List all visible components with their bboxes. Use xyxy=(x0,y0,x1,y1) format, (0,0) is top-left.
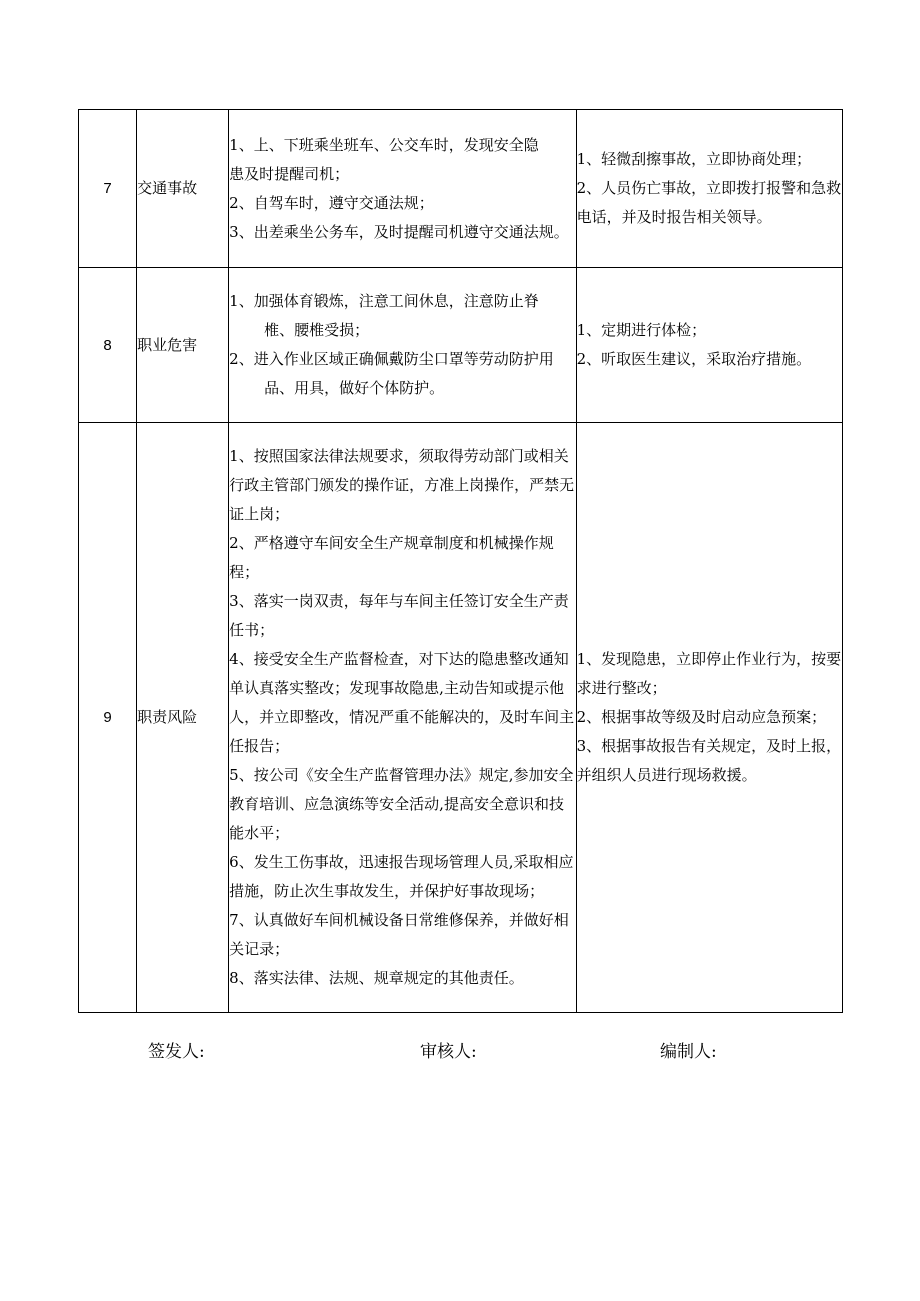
risk-category: 职责风险 xyxy=(137,423,229,1013)
measure-item: 2、进入作业区域正确佩戴防尘口罩等劳动防护用品、用具，做好个体防护。 xyxy=(229,350,554,397)
control-measures xyxy=(229,268,576,423)
response-item: 2、听取医生建议，采取治疗措施。 xyxy=(576,350,812,368)
table-row xyxy=(79,268,843,423)
measure-item: 4、接受安全生产监督检查，对下达的隐患整改通知单认真落实整改；发现事故隐患,主动告知或提示他人，并立即整改，情况严重不能解决的，及时车间主任报告； xyxy=(229,650,575,755)
response-item: 1、轻微刮擦事故，立即协商处理； xyxy=(576,150,812,168)
response-item: 2、人员伤亡事故，立即拨打报警和急救电话，并及时报告相关领导。 xyxy=(576,179,842,226)
signature-line xyxy=(0,1037,920,1067)
measure-item: 1、加强体育锻炼，注意工间休息，注意防止脊椎、腰椎受损； xyxy=(229,292,539,339)
row-number: 8 xyxy=(79,268,137,423)
measure-item: 2、自驾车时，遵守交通法规； xyxy=(229,193,434,212)
response-item: 3、根据事故报告有关规定，及时上报，并组织人员进行现场救援。 xyxy=(576,737,842,784)
measure-item: 7、认真做好车间机械设备日常维修保养，并做好相关记录； xyxy=(229,911,569,958)
emergency-responses xyxy=(576,110,842,268)
response-item: 1、发现隐患，立即停止作业行为，按要求进行整改； xyxy=(576,650,842,697)
table-row xyxy=(79,423,843,1013)
risk-table xyxy=(78,109,843,1013)
risk-category: 职业危害 xyxy=(137,268,229,423)
issuer-label: 签发人: xyxy=(148,1042,205,1062)
measure-item: 1、上、下班乘坐班车、公交车时，发现安全隐患及时提醒司机； xyxy=(229,135,539,183)
measure-item: 1、按照国家法律法规要求，须取得劳动部门或相关行政主管部门颁发的操作证，方准上岗操作，严禁无证上岗； xyxy=(229,447,575,523)
risk-category: 交通事故 xyxy=(137,110,229,268)
control-measures xyxy=(229,110,576,268)
emergency-responses xyxy=(576,268,842,423)
row-number: 9 xyxy=(79,423,137,1013)
measure-item: 5、按公司《安全生产监督管理办法》规定,参加安全教育培训、应急演练等安全活动,提高安全意识和技能水平； xyxy=(229,766,574,842)
response-item: 1、定期进行体检； xyxy=(576,321,707,339)
measure-item: 3、出差乘坐公务车，及时提醒司机遵守交通法规。 xyxy=(229,222,569,241)
control-measures xyxy=(229,423,576,1013)
row-number: 7 xyxy=(79,110,137,268)
table-row xyxy=(79,110,843,268)
measure-item: 2、严格遵守车间安全生产规章制度和机械操作规程； xyxy=(229,534,554,581)
measure-item: 3、落实一岗双责，每年与车间主任签订安全生产责任书； xyxy=(229,592,569,639)
response-item: 2、根据事故等级及时启动应急预案； xyxy=(576,708,827,726)
compiler-label: 编制人: xyxy=(660,1042,717,1062)
measure-item: 6、发生工伤事故，迅速报告现场管理人员,采取相应措施，防止次生事故发生，并保护好事故现场； xyxy=(229,853,574,900)
reviewer-label: 审核人: xyxy=(420,1042,477,1062)
measure-item: 8、落实法律、法规、规章规定的其他责任。 xyxy=(229,969,524,987)
emergency-responses xyxy=(576,423,842,1013)
